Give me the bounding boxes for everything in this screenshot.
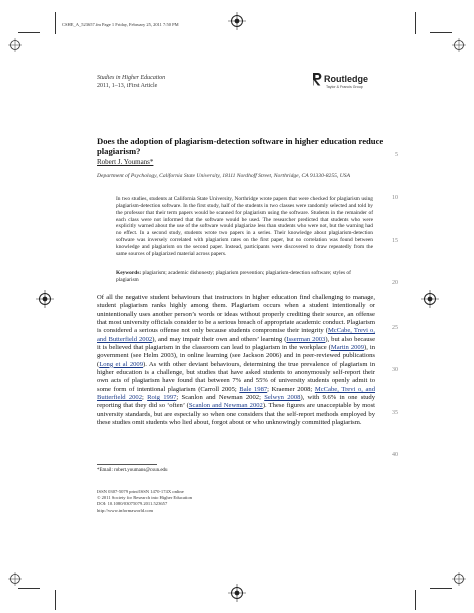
author-affiliation: Department of Psychology, California State University, 18111 Nordhoff Street, Northridge, CA 91330-8255, USA xyxy=(97,173,350,179)
crop-mark-top-right-h xyxy=(430,32,452,33)
crop-mark-top-right-v xyxy=(415,12,416,34)
body-text-run: ; Kraemer 2008; xyxy=(267,385,315,393)
body-paragraph xyxy=(97,294,375,428)
registration-mark-right xyxy=(421,290,439,308)
file-slug-header: CSHE_A_523657.fm Page 1 Friday, February 25, 2011 7:50 PM xyxy=(62,22,179,27)
journal-info xyxy=(97,74,165,90)
citation-link[interactable]: McCabe, Trevi o, and Butterfield 2002 xyxy=(97,385,376,402)
keywords-label: Keywords: xyxy=(116,270,142,276)
body-text-run: ), and may impair their own and others’ learning ( xyxy=(152,335,287,343)
registration-mark-top xyxy=(228,12,246,30)
footnote: *Email: robert.youmans@csun.edu xyxy=(97,468,168,473)
journal-name: Studies in Higher Education xyxy=(97,75,166,81)
registration-mark-left xyxy=(36,290,54,308)
colophon-line: http://www.informaworld.com xyxy=(97,507,154,513)
publisher-tagline: Taylor & Francis Group xyxy=(326,85,363,89)
citation-link[interactable]: Isserman 2003 xyxy=(286,335,326,343)
author-name: Robert J. Youmans* xyxy=(97,158,154,166)
colophon xyxy=(97,489,297,514)
colophon-line: © 2011 Society for Research into Higher Education xyxy=(97,495,193,501)
citation-link[interactable]: Scanlon and Newman 2002 xyxy=(188,402,263,410)
keywords-text: plagiarism; academic dishonesty; plagiarism prevention; plagiarism-detection software; styles of plagiarism xyxy=(116,270,351,283)
publisher-logo xyxy=(312,72,372,96)
publisher-brand: Routledge xyxy=(324,74,368,84)
abstract: In two studies, students at California State University, Northridge wrote papers that were checked for plagiarism using plagiarism-detection software. In the first study, half of the students in two classes were randomly selected and told by the professor that their term papers would be scanned for plagiarism using the software. Students in the remainder of each class were not informed that the software would be used. The researcher predicted that students who were explicitly warned about the use of the software would plagiarize less than students who were not, but the warning had no effect. In a second study, students wrote two papers in a series. Their knowledge about plagiarism-detection software was inversely correlated with plagiarism rates on the first paper, but no correlation was found between knowledge and plagiarism on the second paper. Instead, participants were discovered to draw repeatedly from the same sources of plagiarized material across papers. xyxy=(116,196,373,257)
body-text-run: Of all the negative student behaviours that instructors in higher education find challenging to manage, student plagiarism ranks highly among them. Plagiarism occurs when a student intentionally or unintentionally uses another person’s words or ideas without properly crediting their source, an offense that most university officials consider to be a serious breach of appropriate academic conduct. Plagiarism is considered a serious offense not only because students compromise their integrity ( xyxy=(97,294,375,335)
crop-mark-bottom-left-v xyxy=(55,590,56,610)
citation-link[interactable]: Long et al 2009 xyxy=(99,360,144,368)
citation-link[interactable]: Roig 1997 xyxy=(147,394,177,402)
footnote-rule xyxy=(97,464,157,465)
line-number: 35 xyxy=(392,410,398,416)
crop-mark-bottom-right-h xyxy=(430,588,452,589)
body-text-run: ), in government (see Helm 2003), in online learning (see Jackson 2006) and in peer-reviewed publications ( xyxy=(97,344,375,368)
colophon-line: ISSN 0307-5079 print/ISSN 1470-174X online xyxy=(97,489,184,494)
body-text-run: ; xyxy=(142,394,148,402)
line-number: 5 xyxy=(395,152,398,158)
line-number: 15 xyxy=(392,238,398,244)
body-text-run: ). These figures are unacceptable by most university standards, but are especially so when one considers that the self-report methods employed by these studies omit students who lied about, forgot about or who unknowingly committed plagiarism. xyxy=(97,402,375,427)
body-text-run: ), but also because it is believed that plagiarism in the classroom can lead to plagiarism in the workplace ( xyxy=(97,335,376,352)
crop-mark-bottom-left-h xyxy=(18,588,40,589)
routledge-r-icon xyxy=(312,72,323,86)
registration-mark-bottom xyxy=(228,584,246,602)
citation-link[interactable]: Bale 1987 xyxy=(239,385,268,393)
line-number: 10 xyxy=(392,195,398,201)
body-text-run: ), with 9.6% in one study reporting that they did so ‘often’ ( xyxy=(97,394,376,410)
line-number: 30 xyxy=(392,367,398,373)
citation-link[interactable]: Selwyn 2008 xyxy=(264,394,301,402)
registration-mark-corner-tl xyxy=(8,38,22,52)
keywords xyxy=(116,270,373,284)
colophon-line: DOI: 10.1080/03075079.2011.523657 xyxy=(97,501,168,507)
crop-mark-top-left-h xyxy=(18,32,40,33)
line-number: 20 xyxy=(392,280,398,286)
crop-mark-bottom-right-v xyxy=(415,590,416,610)
registration-mark-corner-br xyxy=(452,572,466,586)
line-number: 40 xyxy=(392,452,398,458)
citation-link[interactable]: Martin 2009 xyxy=(330,344,365,352)
journal-issue: 2011, 1–13, iFirst Article xyxy=(97,83,158,89)
body-text-run: ). As with other deviant behaviours, determining the true prevalence of plagiarism in higher education is a challenge, but studies that have asked students to anonymously self-report their own acts of plagiarism have found that between 7% and 55% of university students openly admit to some form of intentional plagiarism (Carroll 2005; xyxy=(97,360,375,393)
registration-mark-corner-tr xyxy=(452,38,466,52)
article-author xyxy=(97,158,153,166)
line-number: 25 xyxy=(392,325,398,331)
article-title: Does the adoption of plagiarism-detection software in higher education reduce plagiarism? xyxy=(97,136,384,156)
body-text-run: ; Scanlon and Newman 2002; xyxy=(176,394,265,402)
crop-mark-top-left-v xyxy=(55,12,56,34)
registration-mark-corner-bl xyxy=(8,572,22,586)
citation-link[interactable]: McCabe, Trevi o, and Butterfield 2002 xyxy=(97,327,376,343)
